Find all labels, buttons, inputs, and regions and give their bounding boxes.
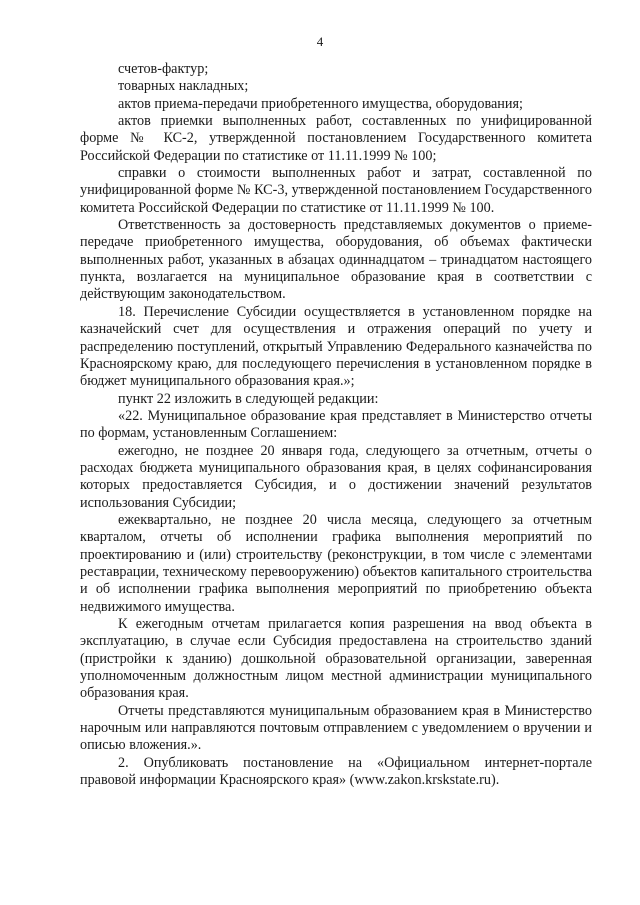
paragraph-report-submission: Отчеты представляются муниципальным образованием края в Министерство нарочным или направляются почтовым отправлением с уведомлением о вручении и описью вложения.».	[80, 702, 592, 754]
paragraph-waybills: товарных накладных;	[118, 78, 249, 95]
paragraph-transfer-acts: актов приема-передачи приобретенного имущества, оборудования;	[118, 95, 523, 112]
paragraph-item-18: 18. Перечисление Субсидии осуществляется в установленном порядке на казначейский счет для осуществления и отражения операций по учету и распределению поступлений, открытый Управлению Федерального казначейства по Красноярскому краю, для последующего перечисления в установленном порядке в бюджет муниципального образования края.»;	[80, 303, 592, 390]
paragraph-quarterly-reports: ежеквартально, не позднее 20 числа месяца, следующего за отчетным кварталом, отчеты об исполнении графика выполнения мероприятий по проектированию и (или) строительству (реконструкции, в том числе с элементами реставрации, техническому перевооружению) объектов капитального строительства и об исполнении графика выполнения мероприятий по приобретению объекта недвижимого имущества.	[80, 511, 592, 615]
paragraph-publication: 2. Опубликовать постановление на «Официальном интернет-портале правовой информации Красноярского края» (www.zakon.krskstate.ru).	[80, 754, 592, 789]
document-body	[80, 61, 592, 789]
paragraph-ks2-acts: актов приемки выполненных работ, составленных по унифицированной форме № КС-2, утвержденной постановлением Государственного комитета Российской Федерации по статистике от 11.11.1999 № 100;	[80, 113, 592, 164]
paragraph-annual-attachments: К ежегодным отчетам прилагается копия разрешения на ввод объекта в эксплуатацию, в случае если Субсидия предоставлена на строительство зданий (пристройки к зданию) дошкольной образовательной организации, заверенная уполномоченным должностным лицом местной администрации муниципального образования края.	[80, 616, 592, 702]
paragraph-annual-reports: ежегодно, не позднее 20 января года, следующего за отчетным, отчеты о расходах бюджета муниципального образования края, в целях софинансирования которых предоставляется Субсидия, и о достижении значений результатов использования Субсидии;	[80, 442, 592, 511]
paragraph-ks3-certificates: справки о стоимости выполненных работ и затрат, составленной по унифицированной форме № КС-3, утвержденной постановлением Государственного комитета Российской Федерации по статистике от 11.11.1999 № 100.	[80, 165, 592, 216]
page-number: 4	[316, 34, 324, 49]
paragraph-item-22: «22. Муниципальное образование края представляет в Министерство отчеты по формам, установленным Соглашением:	[80, 407, 592, 442]
paragraph-item-22-intro: пункт 22 изложить в следующей редакции:	[118, 390, 379, 407]
paragraph-invoices: счетов-фактур;	[118, 61, 209, 77]
paragraph-responsibility: Ответственность за достоверность представляемых документов о приеме-передаче приобретенного имущества, оборудования, об объемах фактически выполненных работ, указанных в абзацах одиннадцатом – тринадцатом настоящего пункта, возлагается на муниципальное образование края в соответствии с действующим законодательством.	[80, 217, 592, 303]
